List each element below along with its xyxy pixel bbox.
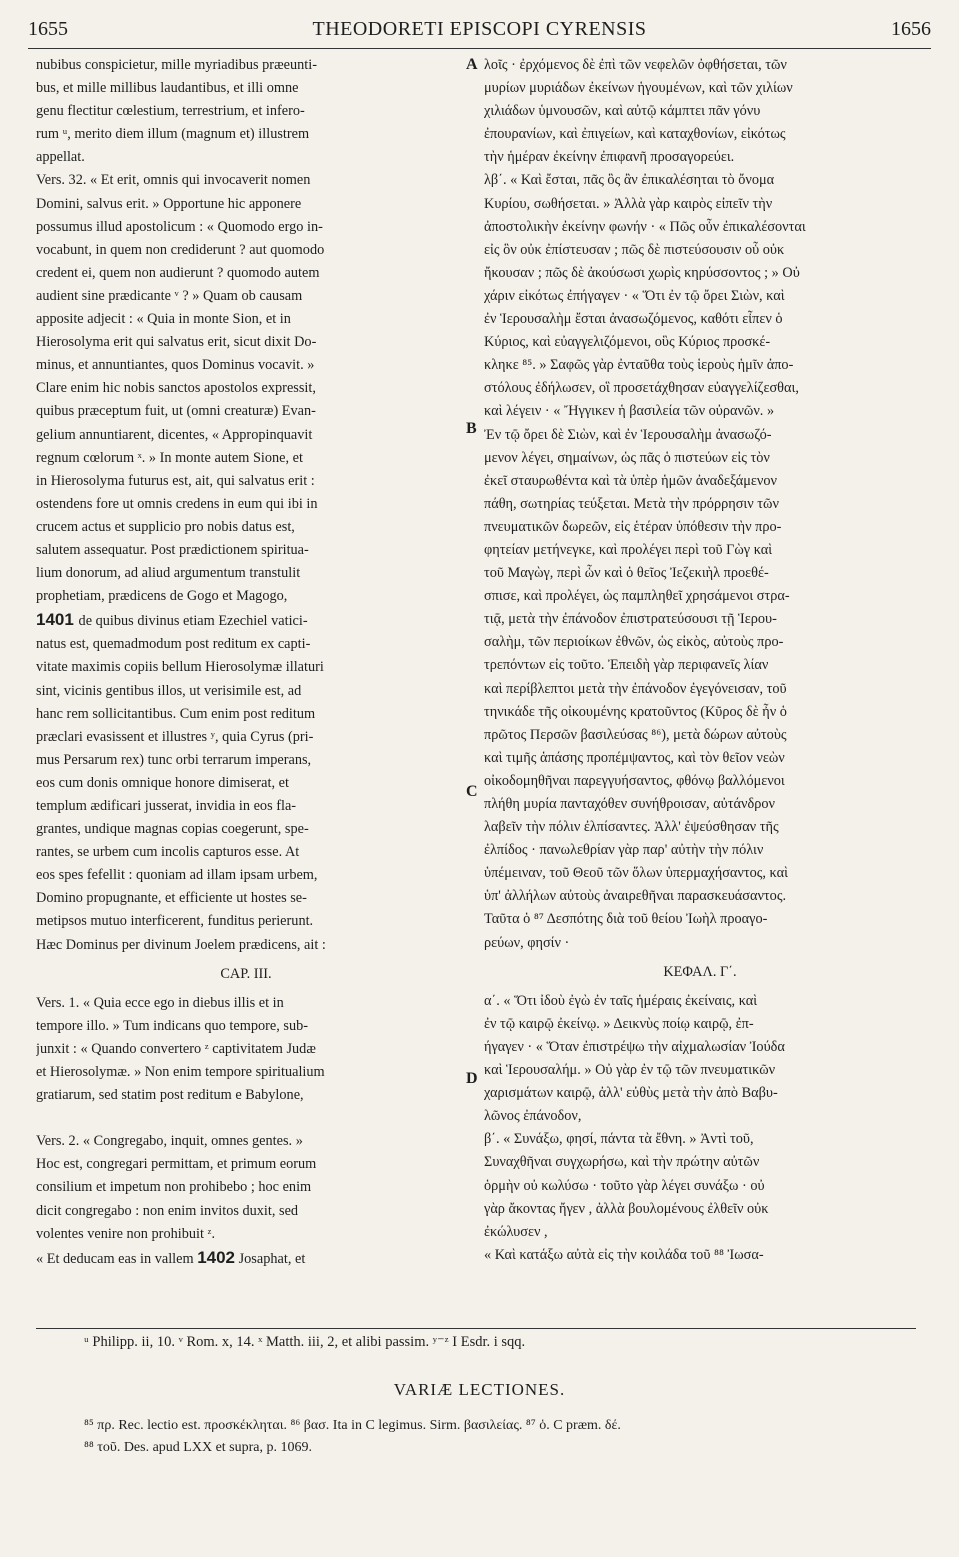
variant-reading-line: ⁸⁵ πρ. Rec. lectio est. προσκέκληται. ⁸⁶ βασ. Ita in C legimus. Sirm. βασιλείας. ⁸⁷ ὁ. C præm. δέ. bbox=[84, 1418, 621, 1433]
text-line: in Hierosolyma futurus est, ait, qui salvatus erit : bbox=[36, 472, 315, 489]
text-line: vocabunt, in quem non crediderunt ? aut quomodo bbox=[36, 241, 325, 258]
text-line: πνευματικῶν δωρεῶν, εἰς ἑτέραν ὑπόθεσιν τὴν προ- bbox=[484, 518, 782, 535]
text-line: λβ΄. « Καὶ ἔσται, πᾶς ὃς ἂν ἐπικαλέσηται τὸ ὄνομα bbox=[484, 172, 775, 189]
margin-letter-b: B bbox=[466, 420, 477, 437]
text-line: junxit : « Quando convertero ᶻ captivitatem Judæ bbox=[36, 1040, 316, 1057]
text-line: λῶνος ἐπάνοδον, bbox=[484, 1108, 582, 1125]
text-line: quibus præceptum fuit, ut (omni creaturæ) Evan- bbox=[36, 403, 316, 420]
page-number-right: 1656 bbox=[891, 18, 931, 40]
footnote-rule bbox=[36, 1328, 916, 1329]
latin-column bbox=[36, 54, 456, 1271]
text-line: dicit congregabo : non enim invitos duxit, sed bbox=[36, 1202, 299, 1219]
text-line: ostendens fore ut omnis credens in eum qui ibi in bbox=[36, 495, 318, 512]
text-line: templum ædificari jusserat, invidia in eos fla- bbox=[36, 798, 297, 814]
text-line: grantes, undique magnas copias coegerunt, spe- bbox=[36, 821, 309, 838]
text-line: apposite adjecit : « Quia in monte Sion, et in bbox=[36, 311, 291, 328]
text-line: ὑπέμειναν, τοῦ Θεοῦ τῶν ὅλων ὑπερμαχήσαντος, καὶ bbox=[484, 865, 788, 882]
text-line: bus, et mille millibus laudantibus, et illi omne bbox=[36, 80, 299, 97]
text-line: Vers. 2. « Congregabo, inquit, omnes gentes. » bbox=[36, 1133, 303, 1150]
text-line: appellat. bbox=[36, 149, 85, 166]
text-line: ἐν Ἱερουσαλὴμ ἔσται ἀνασωζόμενος, καθότι εἶπεν ὁ bbox=[484, 311, 783, 328]
text-line: crucem actus et supplicio pro nobis datus est, bbox=[36, 518, 295, 535]
text-line: φητείαν μετήνεγκε, καὶ προλέγει περὶ τοῦ Γὼγ καὶ bbox=[484, 541, 773, 558]
text-line: πλήθη μυρία πανταχόθεν συνήθροισαν, αὐτάνδρον bbox=[484, 796, 775, 812]
text-line: καὶ λέγειν · « Ἤγγικεν ἡ βασιλεία τῶν οὐρανῶν. » bbox=[484, 403, 775, 420]
text-line: et Hierosolymæ. » Non enim tempore spiritualium bbox=[36, 1064, 325, 1081]
text-line: salutem assequatur. Post prædictionem spiritua- bbox=[36, 541, 309, 558]
text-line: τηνικάδε τῆς οἰκουμένης κρατοῦντος (Κῦρος δὲ ἦν ὁ bbox=[484, 703, 787, 720]
footnotes: ᵘ Philipp. ii, 10. ᵛ Rom. x, 14. ˣ Matth. iii, 2, et alibi passim. ʸ⁻ᶻ I Esdr. i sqq. bbox=[84, 1334, 526, 1350]
text-line: τοῦ Μαγὼγ, περὶ ὧν καὶ ὁ θεῖος Ἰεζεκιὴλ προεθέ- bbox=[484, 565, 769, 582]
text-line: μενον λέγει, σημαίνων, ὡς πᾶς ὁ πιστεύων εἰς τὸν bbox=[484, 449, 770, 466]
text-line: mus Persarum rex) tunc orbi terrarum imperans, bbox=[36, 751, 312, 768]
text-line: minus, et annuntiantes, quos Dominus vocavit. » bbox=[36, 357, 315, 374]
text-line: regnum cœlorum ˣ. » In monte autem Sione, et bbox=[36, 449, 303, 466]
text-line: Συναχθῆναι συγχωρήσω, καὶ τὴν πρώτην αὐτῶν bbox=[484, 1154, 760, 1171]
text-line: « Et deducam eas in vallem 1402 Josaphat, et bbox=[36, 1247, 306, 1267]
text-line: rantes, se urbem cum incolis capturos esse. At bbox=[36, 844, 300, 861]
margin-letter-a: A bbox=[466, 56, 478, 73]
text-line: CAP. III. bbox=[220, 965, 272, 982]
text-line: ΚΕΦΑΛ. Γ΄. bbox=[663, 963, 737, 980]
text-line: ἤκουσαν ; πῶς δὲ ἀκούσωσι χωρὶς κηρύσσοντος ; » Οὐ bbox=[484, 264, 800, 281]
text-line: σπισε, καὶ προλέγει, ὡς παμπληθεῖ χρησάμενοι στρα- bbox=[484, 588, 790, 605]
text-line: τρεπόντων εἰς τοῦτο. Ἐπειδὴ γὰρ περιφανεῖς λίαν bbox=[484, 657, 769, 674]
text-line: ἐκώλυσεν , bbox=[484, 1223, 548, 1240]
text-line: μυρίων μυριάδων ἐκείνων ἡγουμένων, καὶ τῶν χιλίων bbox=[484, 80, 793, 97]
text-line: ήγαγεν · « Ὅταν ἐπιστρέψω τὴν αἰχμαλωσίαν Ἰούδα bbox=[484, 1038, 785, 1055]
text-line: πάθη, σωτηρίας τεύξεται. Μετὰ τὴν πρόρρησιν τῶν bbox=[484, 495, 779, 512]
text-line: credent ei, quem non audierunt ? quomodo autem bbox=[36, 264, 320, 281]
text-line: Ἐν τῷ ὄρει δὲ Σιὼν, καὶ ἐν Ἱερουσαλὴμ ἀνασωζό- bbox=[484, 426, 772, 443]
text-line: Κυρίου, σωθήσεται. » Ἀλλὰ γὰρ καιρὸς εἰπεῖν τὴν bbox=[484, 195, 773, 212]
text-line: prophetiam, prædicens de Gogo et Magogo, bbox=[36, 588, 288, 605]
text-line: gratiarum, sed statim post reditum e Babylone, bbox=[36, 1087, 304, 1104]
text-line: τιᾷ, μετὰ τὴν ἐπάνοδον ἐπιστρατεύσουσι τῇ Ἱερου- bbox=[484, 611, 777, 628]
text-line: β΄. « Συνάξω, φησί, πάντα τὰ ἔθνη. » Ἀντὶ τοῦ, bbox=[484, 1131, 754, 1148]
column-number-1401: 1401 bbox=[36, 610, 79, 630]
text-line: Domino propugnante, et efficiente ut hostes se- bbox=[36, 890, 307, 907]
text-line: tempore illo. » Tum indicans quo tempore, sub- bbox=[36, 1017, 309, 1034]
text-line: χιλιάδων ὑμνουσῶν, καὶ αὐτῷ κάμπτει πᾶν γόνυ bbox=[484, 103, 761, 120]
text-line: ρεύων, φησίν · bbox=[484, 934, 570, 951]
text-line: ὁρμὴν οὐ κωλύσω · τοῦτο γὰρ λέγει συνάξω · οὐ bbox=[484, 1177, 765, 1194]
running-header bbox=[28, 14, 931, 49]
text-line: natus est, quemadmodum post reditum ex capti- bbox=[36, 636, 311, 653]
text-line: Hoc est, congregari permittam, et primum eorum bbox=[36, 1156, 317, 1173]
text-line: εἰς ὃν οὐκ ἐπίστευσαν ; πῶς δὲ πιστεύσουσιν οὗ οὐκ bbox=[484, 241, 785, 258]
text-line: Domini, salvus erit. » Opportune hic apponere bbox=[36, 195, 302, 212]
text-line: ἐπουρανίων, καὶ ἐπιγείων, καὶ καταχθονίων, εἰκότως bbox=[484, 126, 786, 143]
text-line: præclari evasissent et illustres ʸ, quia Cyrus (pri- bbox=[36, 728, 314, 745]
text-line: Clare enim hic nobis sanctos apostolos expressit, bbox=[36, 380, 316, 397]
text-line: ἐν τῷ καιρῷ ἐκείνῳ. » Δεικνὺς ποίῳ καιρῷ, ἐπ- bbox=[484, 1015, 754, 1032]
text-line: Vers. 1. « Quia ecce ego in diebus illis et in bbox=[36, 994, 284, 1011]
text-line: rum ᵘ, merito diem illum (magnum et) illustrem bbox=[36, 126, 310, 143]
text-line: gelium annuntiarent, dicentes, « Appropinquavit bbox=[36, 426, 313, 443]
text-line: 1401 de quibus divinus etiam Ezechiel vatici- bbox=[36, 610, 308, 630]
margin-letter-c: C bbox=[466, 783, 478, 800]
running-title: THEODORETI EPISCOPI CYRENSIS bbox=[312, 18, 647, 40]
text-line: ἐλπίδος · πανωλεθρίαν γὰρ παρ' αὐτὴν τὴν πόλιν bbox=[484, 842, 764, 859]
text-line: « Καὶ κατάξω αὐτὰ εἰς τὴν κοιλάδα τοῦ ⁸⁸ Ἰωσα- bbox=[484, 1246, 764, 1263]
text-line: σαλὴμ, τῶν περιοίκων ἐθνῶν, ὡς εἰκὸς, αὐτοὺς προ- bbox=[484, 634, 784, 651]
text-line: vitate maximis copiis bellum Hierosolymæ illaturi bbox=[36, 659, 324, 676]
text-line: volentes venire non prohibuit ᶻ. bbox=[36, 1225, 216, 1242]
text-line: nubibus conspicietur, mille myriadibus præeunti- bbox=[36, 57, 317, 73]
page-number-left: 1655 bbox=[28, 18, 68, 40]
variae-lectiones-title: VARIÆ LECTIONES. bbox=[393, 1380, 566, 1399]
text-line: sint, vicinis gentibus illos, ut verisimile est, ad bbox=[36, 682, 302, 699]
text-line: πρῶτος Περσῶν βασιλεύσας ⁸⁶), μετὰ δώρων αὐτοὺς bbox=[484, 726, 787, 743]
column-number-1402: 1402 bbox=[197, 1247, 236, 1267]
text-line: ὑπ' ἀλλήλων αὐτοὺς ἀναιρεθῆναι παρασκευάσαντος. bbox=[484, 888, 787, 905]
text-line: eos spes fefellit : quoniam ad illam ipsam urbem, bbox=[36, 867, 318, 884]
margin-letter-d: D bbox=[466, 1070, 478, 1087]
text-line: lium donorum, ad aliud argumentum transtulit bbox=[36, 565, 301, 582]
text-line bbox=[36, 1107, 456, 1130]
variant-reading-line: ⁸⁸ τοῦ. Des. apud LXX et supra, p. 1069. bbox=[84, 1440, 313, 1455]
text-line: Κύριος, καὶ εὐαγγελιζόμενοι, οὓς Κύριος προσκέ- bbox=[484, 334, 771, 351]
text-line: ἀποστολικὴν ἐκείνην φωνήν · « Πῶς οὖν ἐπικαλέσονται bbox=[484, 218, 806, 235]
text-line: γὰρ ἄκοντας ἤγεν , ἀλλὰ βουλομένους ἐλθεῖν οὐκ bbox=[484, 1200, 769, 1217]
text-line: eos cum donis omnique honore dimiserat, et bbox=[36, 774, 289, 791]
text-line: Hierosolyma erit qui salvatus erit, sicut dixit Do- bbox=[36, 334, 317, 351]
text-line: οἰκοδομηθῆναι παρεγγυήσαντος, φθόνῳ βαλλόμενοι bbox=[484, 772, 785, 789]
text-line: καὶ τιμῆς ἁπάσης προπέμψαντος, καὶ τὸν θεῖον νεὼν bbox=[484, 749, 785, 766]
text-line: καὶ Ἱερουσαλήμ. » Οὐ γὰρ ἐν τῷ τῶν πνευματικῶν bbox=[484, 1062, 776, 1079]
text-line: hanc rem sollicitantibus. Cum enim post reditum bbox=[36, 705, 316, 722]
text-line: Hæc Dominus per divinum Joelem prædicens, ait : bbox=[36, 936, 326, 953]
text-line: χαρισμάτων καιρῷ, ἀλλ' εὐθὺς μετὰ τὴν ἀπὸ Βαβυ- bbox=[484, 1085, 778, 1102]
text-line: στόλους ἐδήλωσεν, οἳ προσετάχθησαν εὐαγγελίζεσθαι, bbox=[484, 380, 799, 397]
text-line: Vers. 32. « Et erit, omnis qui invocaverit nomen bbox=[36, 172, 311, 189]
text-line: χάριν εἰκότως ἐπήγαγεν · « Ὅτι ἐν τῷ ὄρει Σιὼν, καὶ bbox=[484, 287, 785, 304]
greek-column bbox=[484, 54, 916, 1267]
variae-lectiones bbox=[84, 1415, 923, 1459]
text-line: τὴν ἡμέραν ἐκείνην ἐπιφανῆ προσαγορεύει. bbox=[484, 149, 735, 166]
text-line: metipsos mutuo interficerent, funditus perierunt. bbox=[36, 913, 314, 930]
text-line: καὶ περίβλεπτοι μετὰ τὴν ἐπάνοδον ἐγεγόνεισαν, τοῦ bbox=[484, 680, 787, 697]
text-line: ἐκεῖ σταυρωθέντα καὶ τὰ ὑπὲρ ἡμῶν ἀναδεξάμενον bbox=[484, 472, 777, 489]
text-line: λαβεῖν τὴν πόλιν ἐλπίσαντες. Ἀλλ' ἐψεύσθησαν τῆς bbox=[484, 819, 779, 836]
text-line: κληκε ⁸⁵. » Σαφῶς γὰρ ἐνταῦθα τοὺς ἱεροὺς ἡμῖν ἀπο- bbox=[484, 357, 794, 374]
text-line: genu flectitur cœlestium, terrestrium, et infero- bbox=[36, 103, 305, 120]
text-line: consilium et impetum non prohibebo ; hoc enim bbox=[36, 1179, 312, 1196]
text-line: λοῖς · ἐρχόμενος δὲ ἐπὶ τῶν νεφελῶν ὀφθήσεται, τῶν bbox=[484, 57, 787, 73]
text-line: Ταῦτα ὁ ⁸⁷ Δεσπότης διὰ τοῦ θείου Ἰωὴλ προαγο- bbox=[484, 911, 768, 928]
text-line: possumus illud apostolicum : « Quomodo ergo in- bbox=[36, 218, 323, 235]
text-line: α΄. « Ὅτι ἰδοὺ ἐγὼ ἐν ταῖς ἡμέραις ἐκείναις, καὶ bbox=[484, 992, 758, 1009]
text-line: audient sine prædicante ᵛ ? » Quam ob causam bbox=[36, 287, 303, 304]
